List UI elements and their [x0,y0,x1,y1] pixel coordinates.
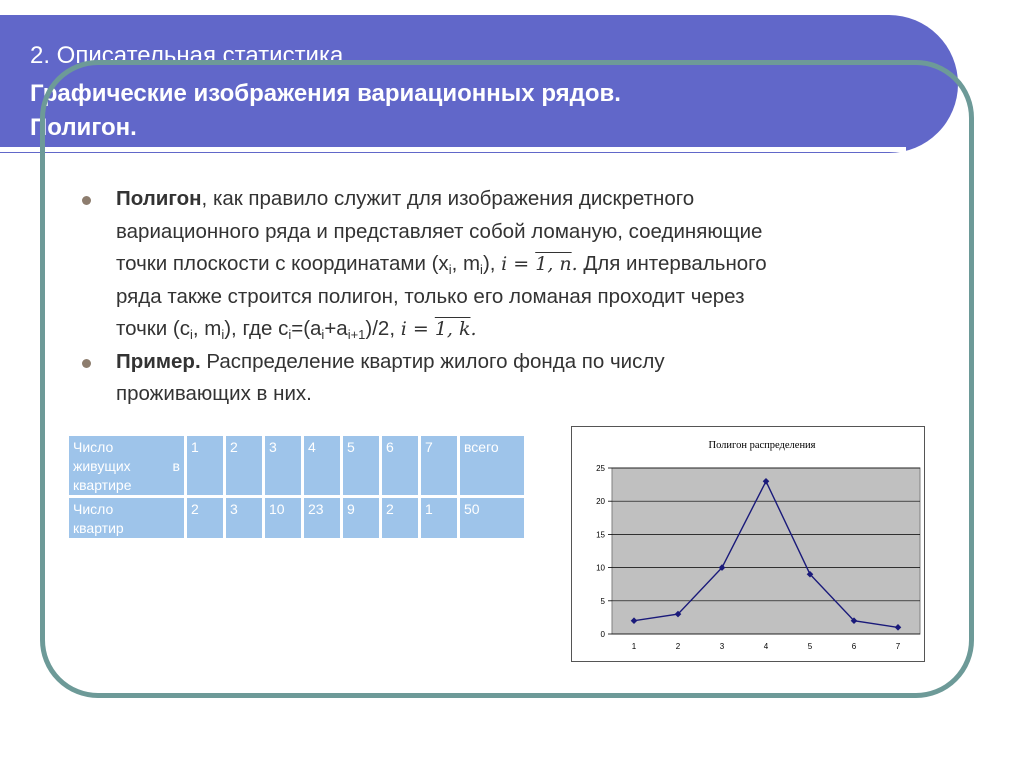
para1-line-4: ряда также строится полигон, только его ломаная проходит через [116,284,745,308]
y-tick-label: 5 [600,596,605,606]
slide-title-line-1: Графические изображения вариационных рядов. [30,80,621,107]
term-polygon: Полигон [116,187,202,210]
x-tick-label: 6 [851,642,857,651]
table-cell: 10 [265,498,301,538]
polygon-chart-svg [572,427,924,661]
y-tick-label: 20 [596,497,605,507]
x-tick-label: 4 [763,642,769,651]
table-row [69,498,524,538]
table-cell: 2 [382,498,418,538]
x-tick-label: 5 [807,642,813,651]
x-tick-label: 1 [631,642,637,651]
formula-i-1-k: i = 1, k. [400,318,477,340]
table-row-label: Число живущих в квартире [69,436,184,495]
y-tick-label: 15 [596,530,605,540]
y-tick-label: 25 [596,464,605,473]
table-cell: 7 [421,436,457,495]
x-tick-label: 2 [675,642,681,651]
table-cell: 3 [265,436,301,495]
table-row [69,436,524,495]
para1-line-1: Полигон, как правило служит для изображения дискретного [116,187,695,210]
table-cell: 1 [421,498,457,538]
table-cell: 23 [304,498,340,538]
y-tick-label: 0 [600,630,605,639]
table-cell: 2 [187,498,223,538]
table-cell: 9 [343,498,379,538]
table-cell: 4 [304,436,340,495]
bullet-icon [82,359,91,368]
bullet-icon [82,196,91,205]
chart-title: Полигон распределения [708,440,816,451]
paragraph-example [82,346,962,411]
y-tick-label: 10 [596,563,605,573]
para1-line-2: вариационного ряда и представляет собой ломаную, соединяющие [116,219,763,243]
table-cell-total: всего [460,436,524,495]
paragraph-polygon [82,183,962,346]
formula-i-1-n: i = 1, n. [501,253,578,275]
table-cell: 2 [226,436,262,495]
table-row-label: Число квартир [69,498,184,538]
table-cell: 1 [187,436,223,495]
table-cell: 5 [343,436,379,495]
para1-line-5: точки ($c_i$, $m_i$), где $c_i=(a_i+a_{i+1})/2$, i = 1, k. [116,317,477,342]
table-cell-total: 50 [460,498,524,538]
polygon-chart [571,426,925,662]
plot-area [612,468,920,634]
x-tick-label: 3 [719,642,725,651]
para2-line-2: проживающих в них. [116,382,312,405]
x-tick-label: 7 [895,642,901,651]
table-cell: 6 [382,436,418,495]
term-example: Пример. [116,349,201,373]
slide-body [82,183,962,411]
para2-line-1: Пример. Распределение квартир жилого фонда по числу [116,349,665,373]
slide-subtitle: 2. Описательная статистика [30,42,344,69]
distribution-table [66,433,527,541]
slide-title-line-2: Полигон. [30,114,137,141]
para1-line-3: точки плоскости с координатами ($x_i$, $m_i$), i = 1, n. Для интервального [116,252,767,277]
table-cell: 3 [226,498,262,538]
